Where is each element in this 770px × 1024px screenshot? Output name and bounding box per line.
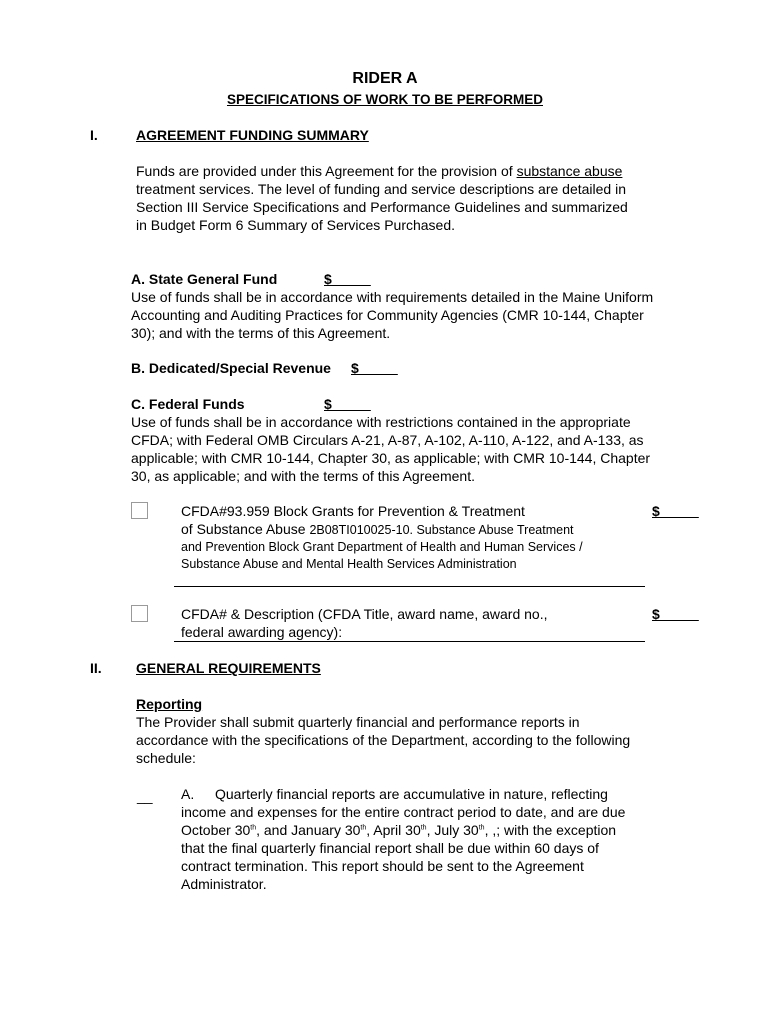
cfda-1-divider	[174, 586, 645, 587]
fund-a-label: A. State General Fund	[131, 271, 278, 287]
cfda-1-line-4: Substance Abuse and Mental Health Services Administration	[181, 557, 517, 571]
item-a-line-4: that the final quarterly financial report shall be due within 60 days of	[181, 840, 599, 856]
item-a-blank[interactable]: __	[137, 788, 153, 804]
fund-c-label: C. Federal Funds	[131, 396, 245, 412]
item-a-line-1: Quarterly financial reports are accumulative in nature, reflecting	[215, 786, 608, 802]
fund-a-line-1: Use of funds shall be in accordance with requirements detailed in the Maine Uniform	[131, 289, 654, 305]
sup-th: th	[478, 824, 485, 832]
reporting-subheading: Reporting	[136, 696, 203, 712]
date-jul: , July 30	[426, 822, 479, 838]
fund-a-line-3: 30); and with the terms of this Agreement.	[131, 325, 391, 341]
cfda-2-divider	[174, 641, 645, 642]
fund-c-line-2: CFDA; with Federal OMB Circulars A-21, A-87, A-102, A-110, A-122, and A-133, as	[131, 432, 644, 448]
date-oct: October 30	[181, 822, 251, 838]
substance-abuse-term: substance abuse	[516, 163, 623, 179]
item-a-line-5: contract termination. This report should be sent to the Agreement	[181, 858, 584, 874]
cfda-other-checkbox[interactable]	[131, 605, 148, 622]
exception-text: , ,; with the exception	[484, 822, 617, 838]
funding-intro	[136, 162, 680, 234]
cfda-2-line-1: CFDA# & Description (CFDA Title, award name, award no.,	[181, 606, 548, 622]
document-title: RIDER A	[352, 70, 418, 87]
item-a-body	[181, 803, 625, 893]
cfda-other-description	[181, 605, 547, 641]
fund-a-amount: $_____	[324, 271, 371, 287]
fund-a-description	[131, 288, 653, 342]
section-1-numeral: I.	[90, 127, 98, 143]
sup-th: th	[250, 824, 257, 832]
funding-intro-line-1	[136, 162, 680, 180]
reporting-intro-line-1: The Provider shall submit quarterly financial and performance reports in	[136, 714, 580, 730]
fund-c-line-4: 30, as applicable; and with the terms of this Agreement.	[131, 468, 475, 484]
cfda-1-line-2	[181, 520, 583, 539]
reporting-intro-line-3: schedule:	[136, 750, 196, 766]
cfda-1-line-2b: 2B08TI010025-10. Substance Abuse Treatment	[309, 523, 574, 537]
cfda-1-amount: $_____	[652, 503, 699, 519]
item-a-line-3	[181, 821, 625, 839]
item-a-line-6: Administrator.	[181, 876, 267, 892]
cfda-2-amount: $_____	[652, 606, 699, 622]
cfda-93959-description	[181, 502, 583, 573]
cfda-1-line-1: CFDA#93.959 Block Grants for Prevention & Treatment	[181, 503, 525, 519]
funding-intro-line-3: Section III Service Specifications and Performance Guidelines and summarized	[136, 199, 628, 215]
item-a-letter: A.	[181, 786, 195, 802]
funding-intro-line-4: in Budget Form 6 Summary of Services Purchased.	[136, 217, 456, 233]
sup-th: th	[360, 824, 367, 832]
section-2-numeral: II.	[90, 660, 102, 676]
fund-b-amount: $_____	[351, 360, 398, 376]
fund-a-line-2: Accounting and Auditing Practices for Community Agencies (CMR 10-144, Chapter	[131, 307, 644, 323]
section-2-heading: GENERAL REQUIREMENTS	[136, 660, 321, 676]
reporting-intro	[136, 713, 680, 767]
date-apr: , April 30	[366, 822, 421, 838]
fund-b-label: B. Dedicated/Special Revenue	[131, 360, 331, 376]
date-jan: , and January 30	[256, 822, 361, 838]
funding-intro-line-2: treatment services. The level of funding and service descriptions are detailed in	[136, 181, 627, 197]
item-a-line-2: income and expenses for the entire contract period to date, and are due	[181, 804, 626, 820]
cfda-1-line-3: and Prevention Block Grant Department of Health and Human Services /	[181, 540, 583, 554]
cfda-93959-checkbox[interactable]	[131, 502, 148, 519]
document-subtitle: SPECIFICATIONS OF WORK TO BE PERFORMED	[226, 92, 543, 107]
fund-c-line-3: applicable; with CMR 10-144, Chapter 30, as applicable; with CMR 10-144, Chapter	[131, 450, 651, 466]
section-1-heading: AGREEMENT FUNDING SUMMARY	[136, 127, 369, 143]
cfda-2-line-2: federal awarding agency):	[181, 624, 343, 640]
reporting-intro-line-2: accordance with the specifications of the Department, according to the following	[136, 732, 631, 748]
cfda-1-line-2a: of Substance Abuse	[181, 521, 310, 537]
fund-c-line-1: Use of funds shall be in accordance with restrictions contained in the appropriate	[131, 414, 631, 430]
fund-c-description	[131, 413, 650, 485]
sup-th: th	[420, 824, 427, 832]
intro-text: Funds are provided under this Agreement for the provision of	[136, 163, 517, 179]
fund-c-amount: $_____	[324, 396, 371, 412]
